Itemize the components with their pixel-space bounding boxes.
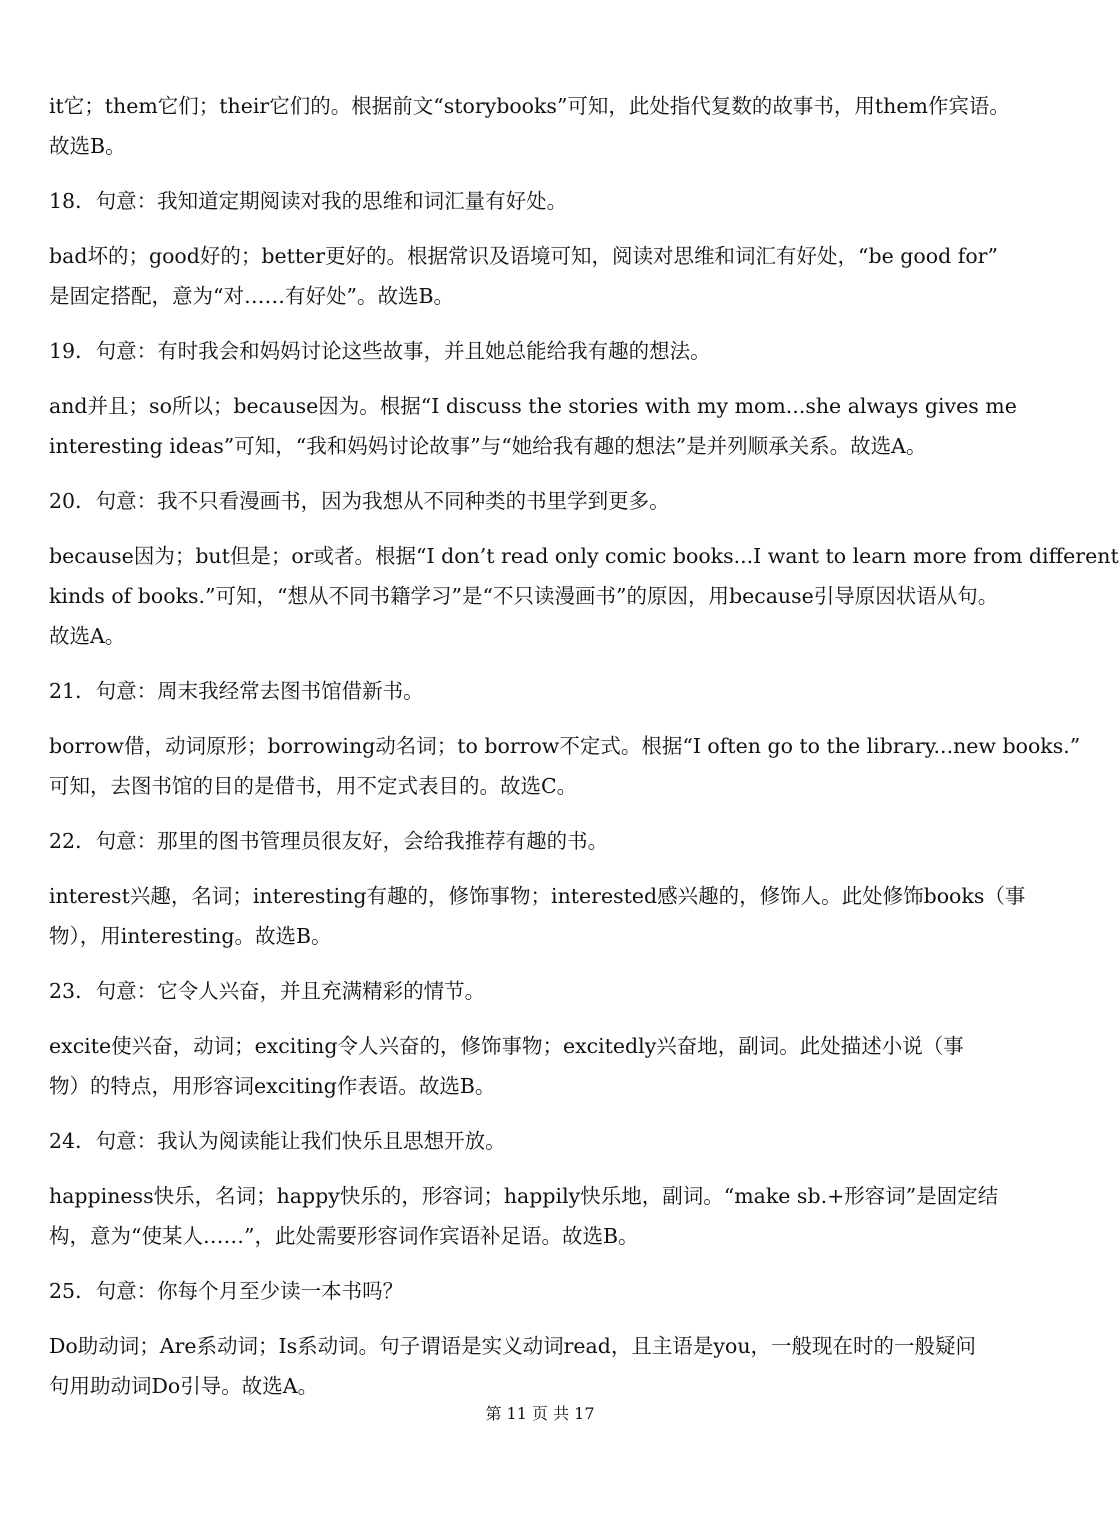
text-line: 句用助动词Do引导。故选A。: [49, 1374, 319, 1398]
question-sentence: [49, 821, 1009, 861]
text-line: 22．句意：那里的图书管理员很友好，会给我推荐有趣的书。: [49, 829, 609, 853]
question-sentence: [49, 971, 1009, 1011]
text-line: borrow借，动词原形；borrowing动名词；to borrow不定式。根据“I often go to the library...new books.”: [49, 734, 1081, 758]
text-line: 18．句意：我知道定期阅读对我的思维和词汇量有好处。: [49, 189, 568, 213]
page-content: [49, 86, 1119, 1421]
text-line: excite使兴奋，动词；exciting令人兴奋的，修饰事物；excitedly兴奋地，副词。此处描述小说（事: [49, 1034, 964, 1058]
answer-explanation: [49, 1326, 1009, 1406]
text-line: 20．句意：我不只看漫画书，因为我想从不同种类的书里学到更多。: [49, 489, 670, 513]
answer-explanation: [49, 236, 1009, 316]
question-sentence: [49, 331, 1009, 371]
page-footer: 第 11 页 共 17: [485, 1404, 595, 1423]
text-line: and并且；so所以；because因为。根据“I discuss the stories with my mom...she always gives me: [49, 394, 1017, 418]
answer-explanation: [49, 386, 1017, 466]
text-line: interest兴趣，名词；interesting有趣的，修饰事物；interested感兴趣的，修饰人。此处修饰books（事: [49, 884, 1026, 908]
question-sentence: [49, 671, 1009, 711]
text-line: it它；them它们；their它们的。根据前文“storybooks”可知，此处指代复数的故事书，用them作宾语。: [49, 94, 1010, 118]
question-sentence: [49, 481, 1009, 521]
text-line: kinds of books.”可知，“想从不同书籍学习”是“不只读漫画书”的原因，用because引导原因状语从句。: [49, 584, 999, 608]
question-sentence: [49, 1271, 1009, 1311]
text-line: 是固定搭配，意为“对……有好处”。故选B。: [49, 284, 455, 308]
text-line: 24．句意：我认为阅读能让我们快乐且思想开放。: [49, 1129, 506, 1153]
answer-explanation: [49, 86, 1009, 166]
text-line: because因为；but但是；or或者。根据“I don’t read only comic books...I want to learn more from different: [49, 544, 1119, 568]
answer-explanation: [49, 876, 1026, 956]
answer-explanation: [49, 726, 1081, 806]
text-line: interesting ideas”可知，“我和妈妈讨论故事”与“她给我有趣的想法”是并列顺承关系。故选A。: [49, 434, 927, 458]
question-sentence: [49, 181, 1009, 221]
text-line: 物）的特点，用形容词exciting作表语。故选B。: [49, 1074, 496, 1098]
text-line: 19．句意：有时我会和妈妈讨论这些故事，并且她总能给我有趣的想法。: [49, 339, 711, 363]
text-line: happiness快乐，名词；happy快乐的，形容词；happily快乐地，副词。“make sb.+形容词”是固定结: [49, 1184, 999, 1208]
text-line: 可知，去图书馆的目的是借书，用不定式表目的。故选C。: [49, 774, 578, 798]
text-line: Do助动词；Are系动词；Is系动词。句子谓语是实义动词read，且主语是you，一般现在时的一般疑问: [49, 1334, 977, 1358]
text-line: 故选B。: [49, 134, 126, 158]
answer-explanation: [49, 1026, 1009, 1106]
text-line: 物），用interesting。故选B。: [49, 924, 332, 948]
text-line: 故选A。: [49, 624, 126, 648]
text-line: 构，意为“使某人……”，此处需要形容词作宾语补足语。故选B。: [49, 1224, 639, 1248]
text-line: 23．句意：它令人兴奋，并且充满精彩的情节。: [49, 979, 486, 1003]
text-line: 21．句意：周末我经常去图书馆借新书。: [49, 679, 424, 703]
answer-explanation: [49, 1176, 1009, 1256]
question-sentence: [49, 1121, 1009, 1161]
text-line: 25．句意：你每个月至少读一本书吗？: [49, 1279, 404, 1303]
answer-explanation: [49, 536, 1119, 656]
text-line: bad坏的；good好的；better更好的。根据常识及语境可知，阅读对思维和词汇有好处，“be good for”: [49, 244, 998, 268]
